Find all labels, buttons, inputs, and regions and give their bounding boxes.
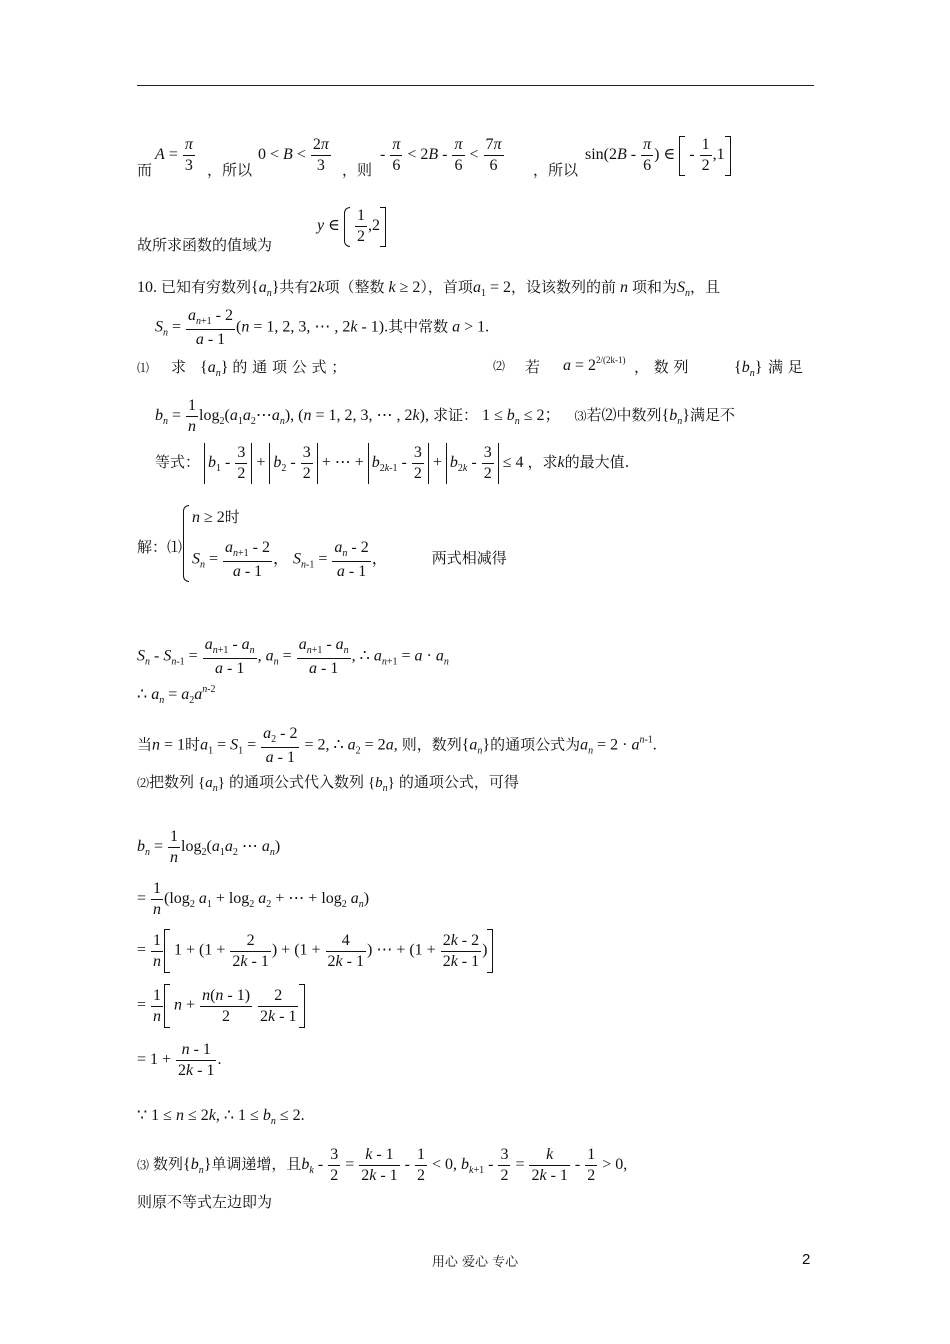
- sol10-case-cond: n ≥ 2时: [192, 508, 240, 526]
- sol10-part2-intro: ⑵把数列 $\{a_n\}$ 的通项公式代入数列 $\{b_n\}$ 的通项公式，可得: [137, 773, 519, 794]
- sol10-jie: 解：⑴: [137, 538, 183, 556]
- sol10-formula: 当n = 1时$a_1 = S_1$ = $\frac{a_2 - 2}{a - 1}$ = 2, ∴ $a_2 = 2a$, 则，数列$\{a_n\}$的通项公式为$a_n = 2 \cdot a^{n-1}$.: [137, 725, 657, 766]
- sol10-bn-step1: $b_n$ = $\frac{1}{n}$ $\log_2(a_1a_2$ ⋯ $a_n$): [137, 828, 281, 866]
- header-rule: [137, 85, 814, 86]
- eq-sin-range: sin(2B - $\frac{\pi}{6}$ ) ∈ - $\frac{1}{2}$ ,1: [585, 135, 731, 176]
- footer-text: 用心 爱心 专心: [431, 1255, 519, 1270]
- sol10-part3-tail: 则原不等式左边即为: [137, 1193, 273, 1211]
- sol10-diff: $S_n - S_{n-1}$ = $\frac{a_{n+1} - a_n}{a - 1}$ , $a_n$ = $\frac{a_{n+1} - a_n}{a - 1}$ , ∴ $a_{n+1} = a \cdot a_n$: [137, 636, 449, 677]
- p10-q2-bn: $b_n$ = $\frac{1}{n}$ $\log_2(a_1a_2\cdots a_n)$, (n = 1, 2, 3, ⋯ , 2k), 求证： $1 \le b_n \le 2$； ⑶若⑵中数列$\{b_n\}$满足不: [155, 397, 735, 435]
- p10-stem-line1: 10. 已知有穷数列$\{a_n\}$共有2k项（整数 k ≥ 2），首项$a_1 = 2$，设该数列的前 n 项和为$S_n$，且: [137, 278, 721, 299]
- p10-q1-q2: ⑴ 求 $\{a_n\}$ 的 通 项 公 式 ； ⑵ 若 $a = 2^{2/(2k-1)}$ ， 数 列 $\{b_n\}$ 满 足: [137, 355, 803, 379]
- p10-q3-inequality: 等式： $b_1$ - $\frac{3}{2}$ + $b_2$ - $\frac{3}{2}$ + ⋯ + $b_{2k-1}$ - $\frac{3}{2}$ + $b_{2k}$ - $\frac{3}{2}$ ≤ 4 ，求k的最大值.: [155, 444, 630, 482]
- sol10-bn-step4: = $\frac{1}{n}$ n + $\frac{n(n - 1)}{2}$ $\frac{2}{2k - 1}$: [137, 984, 305, 1028]
- sol10-an: ∴ $a_n = a_2a^{n-2}$: [137, 684, 216, 706]
- sol10-bn-step5: = 1 + $\frac{n - 1}{2k - 1}$ .: [137, 1041, 222, 1079]
- case-brace: [183, 505, 189, 582]
- eq-A: A = $\frac{\pi}{3}$: [155, 136, 193, 174]
- page-number: 2: [802, 1251, 811, 1268]
- sol10-bn-step3: = $\frac{1}{n}$ 1 + (1 + $\frac{2}{2k - 1}$ ) + (1 + $\frac{4}{2k - 1}$ ) ⋯ + (1 + $\frac{2k - 2}{2k - 1}$ ): [137, 929, 493, 973]
- eq-2B-range: - $\frac{\pi}{6}$ < 2B - $\frac{\pi}{6}$ < $\frac{7\pi}{6}$: [380, 136, 502, 174]
- p10-stem-line2: $S_n$ = $\frac{a_{n+1} - 2}{a - 1}$ (n = 1, 2, 3, ⋯ , 2k - 1).其中常数 a > 1.: [155, 307, 490, 348]
- sol10-case-eqs: $S_n$ = $\frac{a_{n+1} - 2}{a - 1}$ ， $S_{n-1}$ = $\frac{a_n - 2}{a - 1}$ ， 两式相减得: [192, 539, 507, 580]
- sol10-part3: ⑶ 数列$\{b_n\}$单调递增，且$b_k$ - $\frac{3}{2}$ = $\frac{k - 1}{2k - 1}$ - $\frac{1}{2}$ < 0, $b_{k+1}$ - $\frac{3}{2}$ = $\frac{k}{2k - 1}$ - $\frac{1}{2}$ > 0,: [137, 1146, 628, 1184]
- sol10-bound: ∵ 1 ≤ n ≤ 2k, ∴ $1 \le b_n \le 2$.: [137, 1107, 305, 1127]
- sol10-bn-step2: = $\frac{1}{n}$ ($\log_2$ $a_1 + \log_2 a_2$ + ⋯ + $\log_2 a_n$): [137, 880, 370, 918]
- eq-B-range: 0 < B < $\frac{2\pi}{3}$: [258, 136, 329, 174]
- eq-range: y ∈ $\frac{1}{2}$ ,2: [317, 206, 386, 247]
